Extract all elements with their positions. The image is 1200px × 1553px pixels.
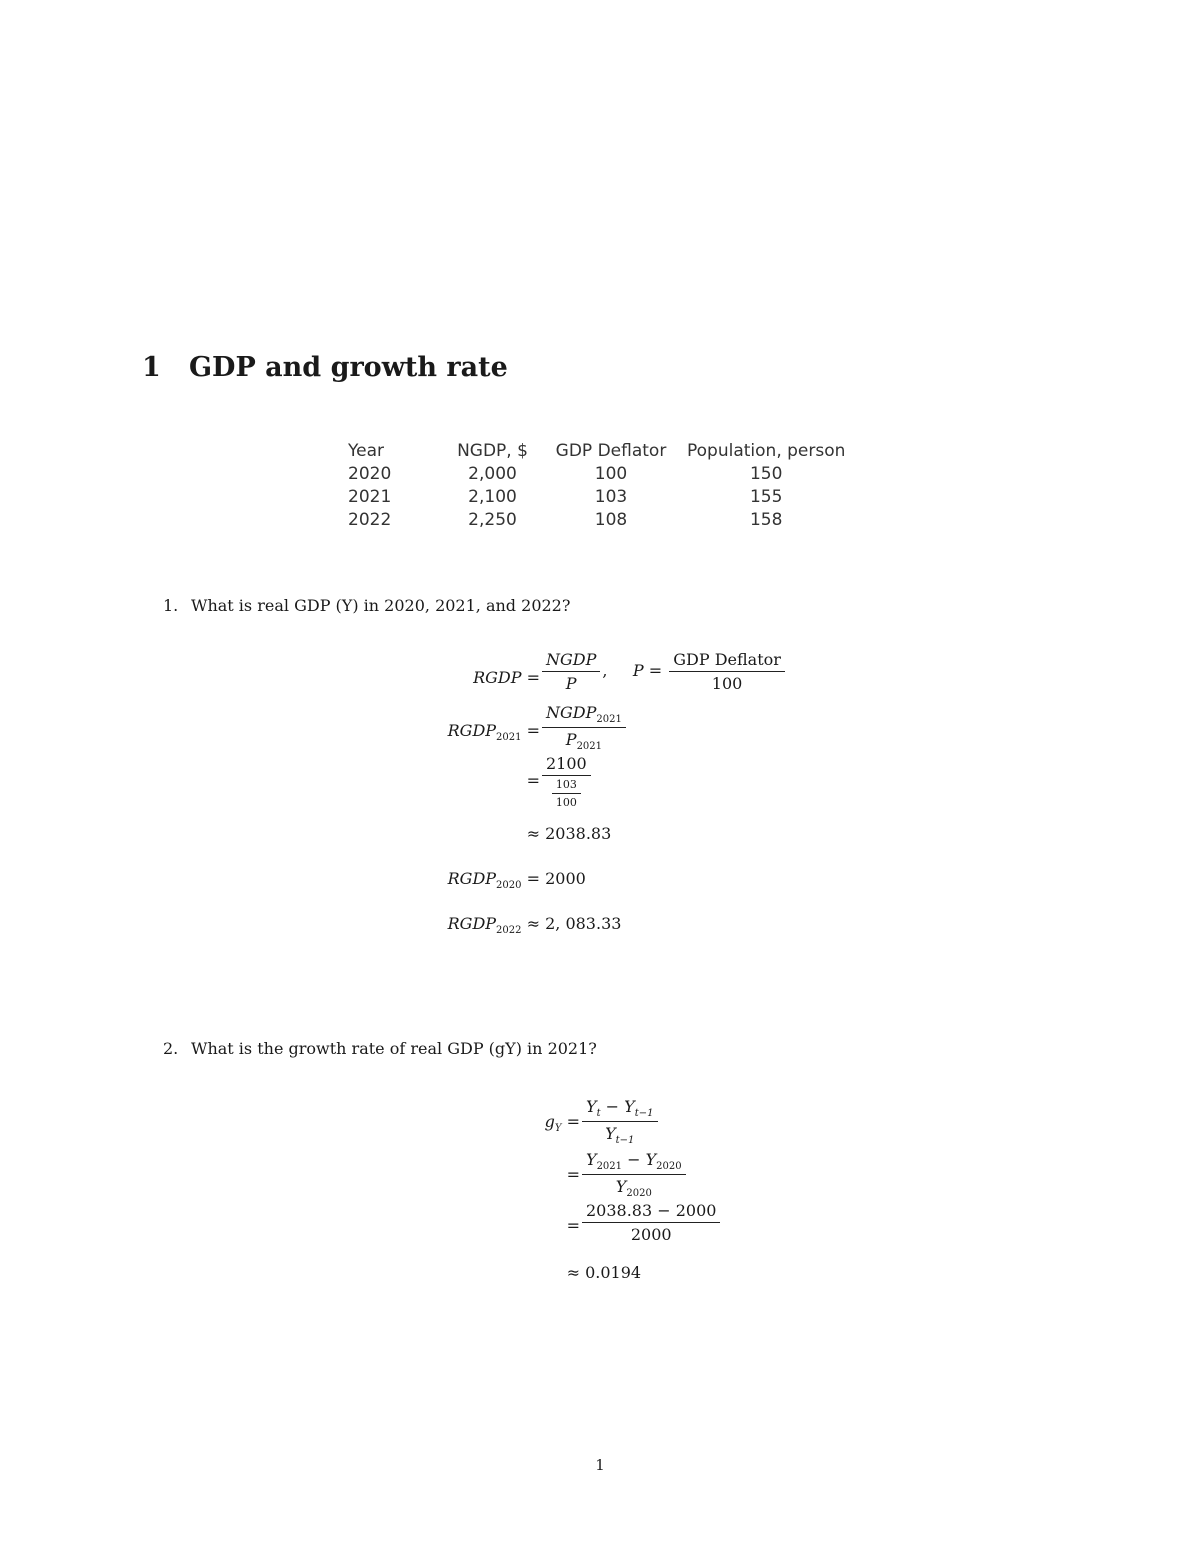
question-1 [163,596,570,615]
rgdp-2021-value: 2038.83 [545,824,612,843]
growth-numerator: 2038.83 − 2000 [582,1201,720,1223]
t-subscript: t [596,1108,601,1120]
deflator-2021-value: 103 [552,778,581,794]
year-subscript: 2021 [596,1161,623,1173]
col-year: Year [348,441,384,461]
cell-population: 150 [749,464,783,484]
cell-year: 2020 [348,464,392,484]
ngdp-symbol: NGDP [546,703,597,722]
question-number: 2. [163,1039,179,1058]
y-symbol: Y [645,1150,657,1169]
cell-population: 155 [749,487,783,507]
year-subscript: 2020 [496,880,522,892]
rgdp-symbol: RGDP [473,668,522,687]
cell-population: 158 [749,510,783,530]
ngdp-2021-value: 2100 [542,754,591,776]
question-2 [163,1039,597,1058]
col-ngdp: NGDP, $ [457,441,528,461]
year-subscript: 2021 [576,741,603,753]
table-row [333,463,855,486]
p-symbol: P [565,674,577,693]
year-subscript: 2020 [656,1161,682,1173]
g-symbol: g [544,1112,555,1131]
cell-year: 2021 [348,487,392,507]
section-number: 1 [142,352,161,383]
y-symbol: Y [605,1124,616,1144]
cell-deflator: 100 [594,464,628,484]
cell-ngdp: 2,250 [468,510,517,530]
t-minus-1-subscript: t−1 [615,1135,635,1147]
page-number: 1 [595,1456,605,1474]
question-text: What is real GDP (Y) in 2020, 2021, and 2022? [191,596,571,615]
p-symbol: P [565,730,577,750]
table-header-row [333,440,855,463]
rgdp-2022-value: 2, 083.33 [545,914,622,933]
deflator-label: GDP Deflator [669,650,785,672]
y-symbol: Y [624,1097,635,1116]
year-subscript: 2021 [496,732,522,744]
cell-deflator: 103 [594,487,628,507]
ngdp-symbol: NGDP [542,650,600,672]
growth-rate-value: 0.0194 [585,1263,642,1282]
cell-year: 2022 [348,510,392,530]
hundred-value: 100 [711,674,743,693]
section-heading [142,352,508,383]
year-subscript: 2020 [626,1188,652,1200]
cell-ngdp: 2,000 [468,464,517,484]
question-text: What is the growth rate of real GDP (gY) in 2021? [191,1039,597,1058]
table-row [333,486,855,509]
gdp-data-table [333,440,855,532]
rgdp-2020-value: 2000 [545,869,586,888]
table-row [333,509,855,532]
question-number: 1. [163,596,179,615]
rgdp-symbol: RGDP [447,869,497,888]
year-subscript: 2022 [496,925,522,937]
col-population: Population, person [687,441,846,461]
year-subscript: 2021 [596,714,622,726]
y-subscript: Y [554,1123,562,1135]
hundred-value: 100 [555,796,577,809]
cell-ngdp: 2,100 [468,487,517,507]
y-symbol: Y [586,1097,597,1116]
rgdp-symbol: RGDP [447,914,497,933]
p-symbol: P [632,661,644,680]
col-deflator: GDP Deflator [555,441,667,461]
section-title: GDP and growth rate [189,352,508,383]
t-minus-1-subscript: t−1 [634,1108,654,1120]
rgdp-symbol: RGDP [447,721,497,740]
y-symbol: Y [615,1177,627,1197]
cell-deflator: 108 [594,510,628,530]
growth-denominator: 2000 [630,1225,672,1244]
y-symbol: Y [586,1150,597,1169]
